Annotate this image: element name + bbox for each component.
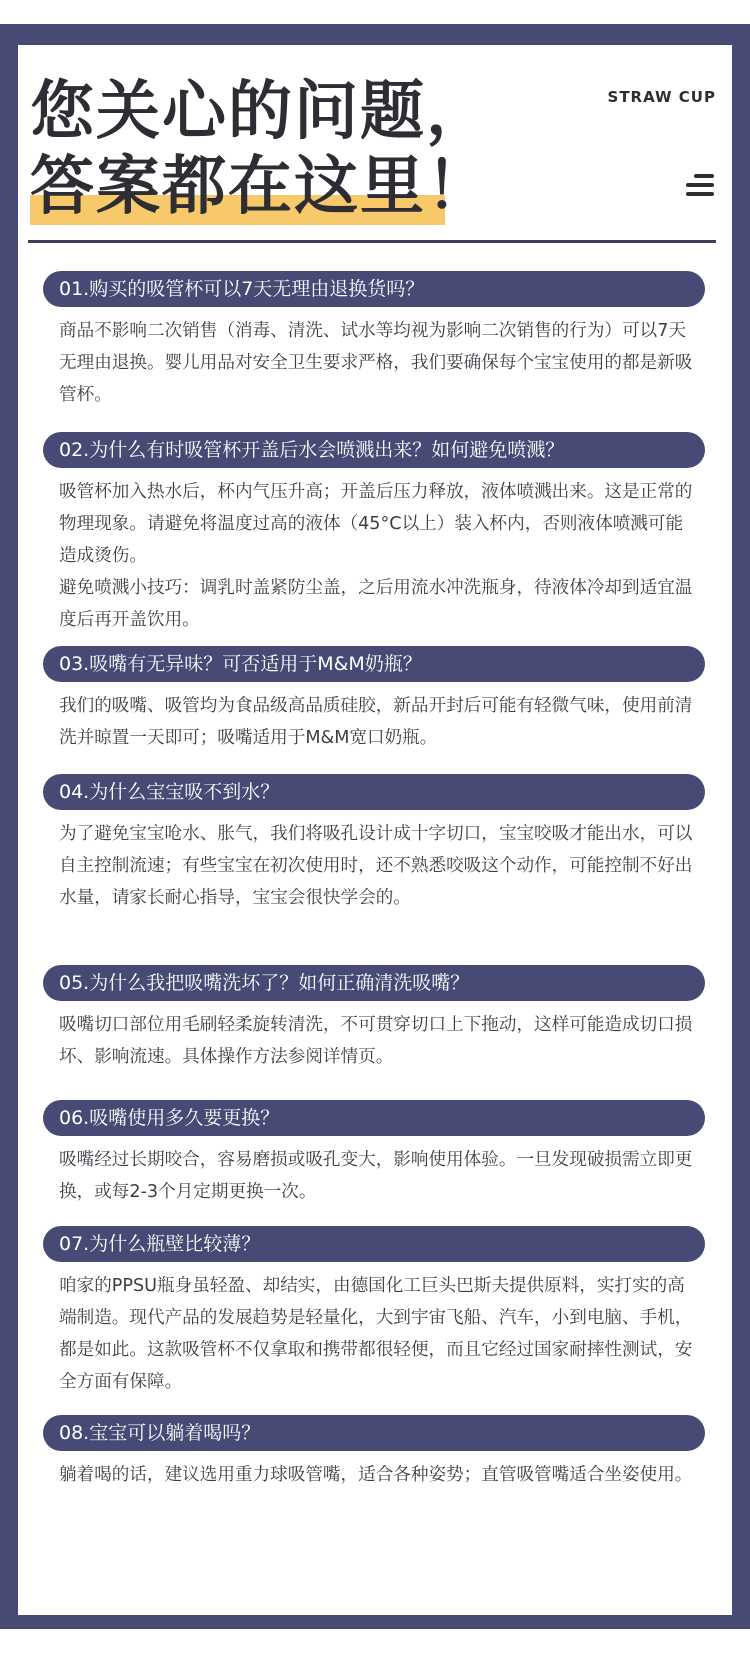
faq-answer-paragraph: 为了避免宝宝呛水、胀气，我们将吸孔设计成十字切口，宝宝咬吸才能出水，可以自主控制流速；有些宝宝在初次使用时，还不熟悉咬吸这个动作，可能控制不好出水量，请家长耐心指导，宝宝会很快学会的。 xyxy=(59,824,693,908)
faq-answer-paragraph: 吸嘴经过长期咬合，容易磨损或吸孔变大，影响使用体验。一旦发现破损需立即更换，或每2-3个月定期更换一次。 xyxy=(59,1150,693,1202)
faq-answer-paragraph: 吸管杯加入热水后，杯内气压升高；开盖后压力释放，液体喷溅出来。这是正常的物理现象。请避免将温度过高的液体（45°C以上）装入杯内，否则液体喷溅可能造成烫伤。 xyxy=(59,482,693,566)
brand-label: STRAW CUP xyxy=(607,88,716,106)
faq-answer-paragraph: 吸嘴切口部位用毛刷轻柔旋转清洗，不可贯穿切口上下拖动，这样可能造成切口损坏、影响流速。具体操作方法参阅详情页。 xyxy=(59,1015,693,1067)
page-title-line2: 答案都在这里！ xyxy=(30,150,492,224)
faq-answer xyxy=(43,1009,705,1073)
faq-answer xyxy=(43,1459,705,1491)
faq-answer xyxy=(43,315,705,411)
faq-item xyxy=(43,1415,705,1491)
faq-item xyxy=(43,1100,705,1208)
header-divider xyxy=(28,240,716,243)
faq-question: 08.宝宝可以躺着喝吗？ xyxy=(43,1415,705,1451)
faq-answer-paragraph: 咱家的PPSU瓶身虽轻盈、却结实，由德国化工巨头巴斯夫提供原料，实打实的高端制造。现代产品的发展趋势是轻量化，大到宇宙飞船、汽车，小到电脑、手机，都是如此。这款吸管杯不仅拿取和携带都很轻便，而且它经过国家耐摔性测试，安全方面有保障。 xyxy=(59,1276,693,1392)
faq-answer-paragraph: 躺着喝的话，建议选用重力球吸管嘴，适合各种姿势；直管吸管嘴适合坐姿使用。 xyxy=(59,1465,693,1485)
faq-answer-paragraph: 我们的吸嘴、吸管均为食品级高品质硅胶，新品开封后可能有轻微气味，使用前清洗并晾置一天即可；吸嘴适用于M&M宽口奶瓶。 xyxy=(59,696,693,748)
faq-item xyxy=(43,965,705,1073)
menu-icon xyxy=(686,174,714,200)
faq-item xyxy=(43,774,705,914)
faq-question: 02.为什么有时吸管杯开盖后水会喷溅出来？如何避免喷溅？ xyxy=(43,432,705,468)
faq-item xyxy=(43,271,705,411)
faq-item xyxy=(43,1226,705,1398)
faq-question: 04.为什么宝宝吸不到水？ xyxy=(43,774,705,810)
faq-question: 06.吸嘴使用多久要更换？ xyxy=(43,1100,705,1136)
faq-question: 07.为什么瓶壁比较薄？ xyxy=(43,1226,705,1262)
faq-question: 03.吸嘴有无异味？可否适用于M&M奶瓶？ xyxy=(43,646,705,682)
faq-answer xyxy=(43,690,705,754)
page-title-line1: 您关心的问题， xyxy=(30,75,492,149)
faq-item xyxy=(43,432,705,636)
faq-item xyxy=(43,646,705,754)
faq-question: 05.为什么我把吸嘴洗坏了？如何正确清洗吸嘴？ xyxy=(43,965,705,1001)
faq-answer xyxy=(43,1270,705,1398)
faq-answer-paragraph: 避免喷溅小技巧：调乳时盖紧防尘盖，之后用流水冲洗瓶身，待液体冷却到适宜温度后再开盖饮用。 xyxy=(59,578,693,630)
faq-answer xyxy=(43,476,705,636)
faq-question: 01.购买的吸管杯可以7天无理由退换货吗？ xyxy=(43,271,705,307)
faq-answer xyxy=(43,818,705,914)
faq-answer-paragraph: 商品不影响二次销售（消毒、清洗、试水等均视为影响二次销售的行为）可以7天无理由退换。婴儿用品对安全卫生要求严格，我们要确保每个宝宝使用的都是新吸管杯。 xyxy=(59,321,693,405)
faq-answer xyxy=(43,1144,705,1208)
